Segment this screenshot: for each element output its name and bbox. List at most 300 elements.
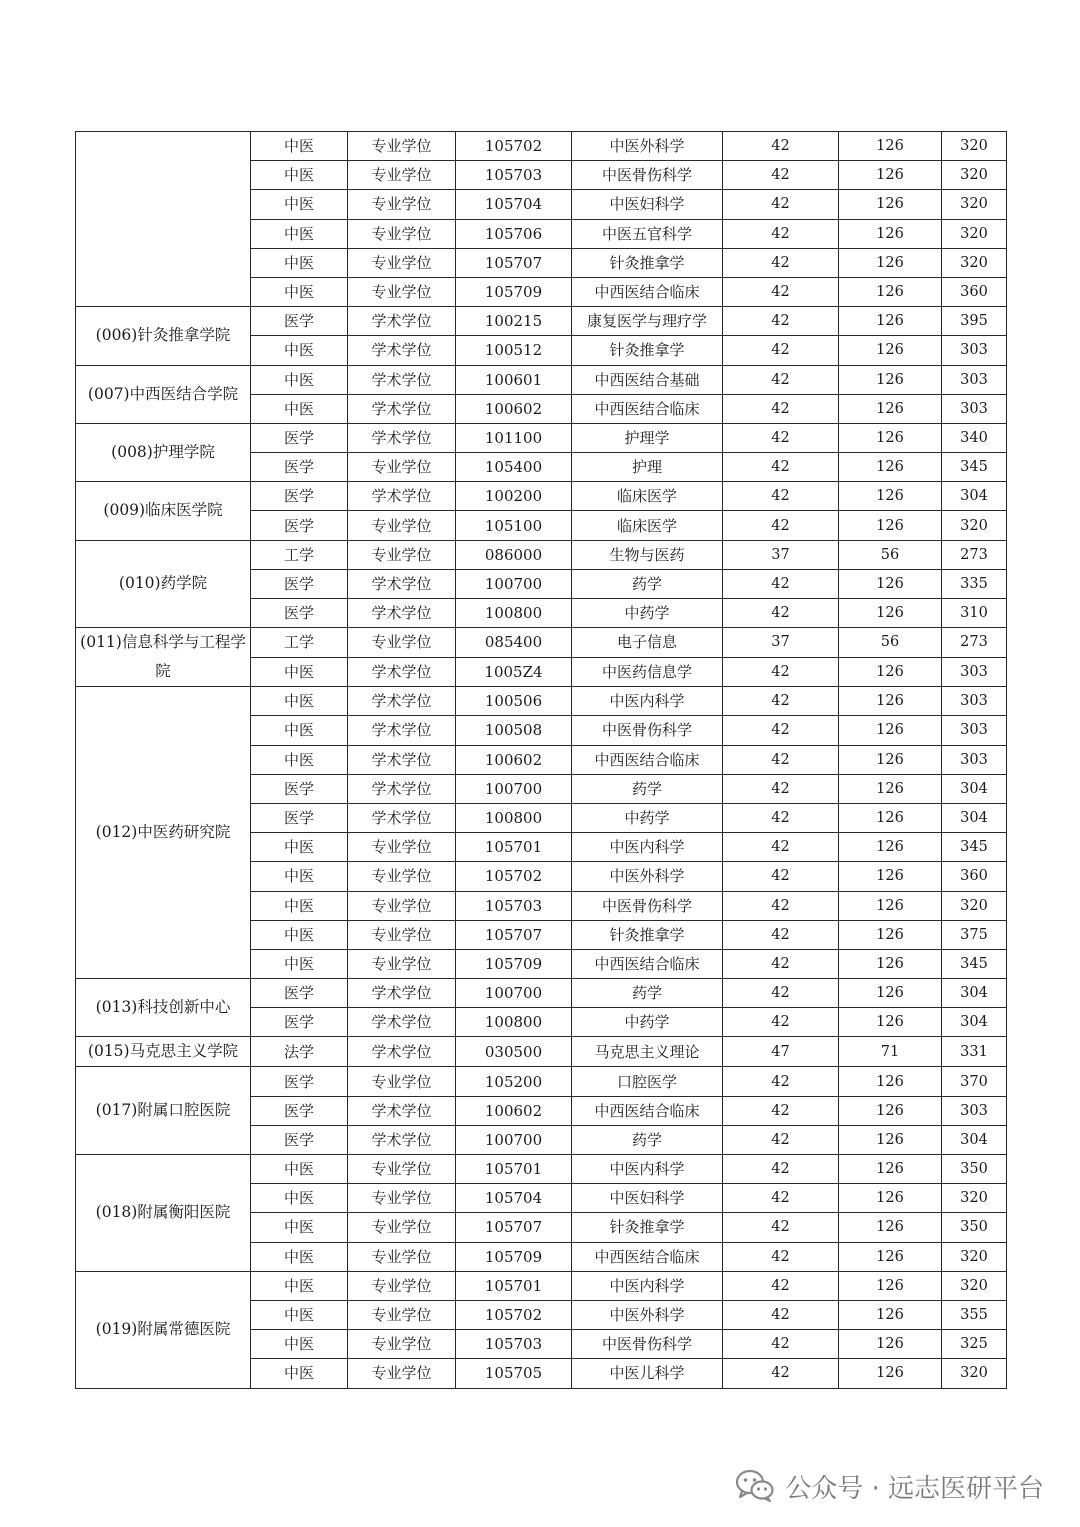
cell-category: 中医 xyxy=(251,161,348,190)
cell-single-subject: 42 xyxy=(723,920,839,949)
cell-single-subject: 42 xyxy=(723,307,839,336)
cell-single-subject: 42 xyxy=(723,1008,839,1037)
table-row xyxy=(76,132,1007,161)
cell-category: 工学 xyxy=(251,540,348,569)
cell-degree-type: 学术学位 xyxy=(348,394,456,423)
cell-total-score: 304 xyxy=(942,803,1007,832)
cell-major-code: 105400 xyxy=(456,453,572,482)
cell-degree-type: 学术学位 xyxy=(348,1096,456,1125)
cell-degree-type: 学术学位 xyxy=(348,687,456,716)
cell-major-code: 100601 xyxy=(456,365,572,394)
wechat-icon xyxy=(735,1469,775,1503)
cell-unit: (009)临床医学院 xyxy=(76,482,251,540)
table-row xyxy=(76,365,1007,394)
cell-degree-type: 学术学位 xyxy=(348,774,456,803)
cell-total-score: 320 xyxy=(942,248,1007,277)
cell-major-name: 中西医结合临床 xyxy=(572,394,723,423)
cell-total-score: 320 xyxy=(942,1359,1007,1388)
cell-major-code: 085400 xyxy=(456,628,572,658)
cell-total-score: 303 xyxy=(942,394,1007,423)
cell-category: 中医 xyxy=(251,920,348,949)
cell-single-subject-high: 126 xyxy=(839,891,942,920)
cell-total-score: 304 xyxy=(942,1008,1007,1037)
table-row xyxy=(76,1067,1007,1096)
cell-major-name: 临床医学 xyxy=(572,511,723,540)
cell-major-name: 药学 xyxy=(572,774,723,803)
cell-single-subject: 37 xyxy=(723,540,839,569)
cell-major-name: 康复医学与理疗学 xyxy=(572,307,723,336)
cell-category: 中医 xyxy=(251,248,348,277)
cell-degree-type: 学术学位 xyxy=(348,423,456,452)
cell-major-code: 105701 xyxy=(456,833,572,862)
cell-major-name: 药学 xyxy=(572,979,723,1008)
cell-major-name: 中药学 xyxy=(572,599,723,628)
cell-single-subject-high: 126 xyxy=(839,190,942,219)
cell-total-score: 320 xyxy=(942,1242,1007,1271)
cell-single-subject: 42 xyxy=(723,1184,839,1213)
cell-single-subject-high: 126 xyxy=(839,687,942,716)
cell-major-name: 中医妇科学 xyxy=(572,190,723,219)
cell-degree-type: 专业学位 xyxy=(348,1271,456,1300)
cell-category: 工学 xyxy=(251,628,348,658)
cell-major-name: 中医外科学 xyxy=(572,1300,723,1329)
cell-major-code: 100700 xyxy=(456,979,572,1008)
cell-degree-type: 专业学位 xyxy=(348,277,456,306)
cell-total-score: 320 xyxy=(942,161,1007,190)
cell-single-subject-high: 126 xyxy=(839,1008,942,1037)
cell-single-subject: 37 xyxy=(723,628,839,658)
cell-major-code: 105703 xyxy=(456,161,572,190)
cell-category: 中医 xyxy=(251,1184,348,1213)
cell-major-code: 105706 xyxy=(456,219,572,248)
cell-degree-type: 专业学位 xyxy=(348,891,456,920)
cell-category: 中医 xyxy=(251,190,348,219)
cell-single-subject: 42 xyxy=(723,482,839,511)
cell-major-name: 马克思主义理论 xyxy=(572,1037,723,1067)
cell-major-name: 中医五官科学 xyxy=(572,219,723,248)
cell-total-score: 320 xyxy=(942,219,1007,248)
cell-single-subject-high: 126 xyxy=(839,599,942,628)
cell-degree-type: 专业学位 xyxy=(348,511,456,540)
cell-major-code: 086000 xyxy=(456,540,572,569)
cell-major-name: 护理 xyxy=(572,453,723,482)
cell-unit: (017)附属口腔医院 xyxy=(76,1067,251,1155)
cell-major-code: 105707 xyxy=(456,248,572,277)
cell-total-score: 303 xyxy=(942,745,1007,774)
cell-single-subject-high: 126 xyxy=(839,219,942,248)
cell-single-subject: 42 xyxy=(723,1359,839,1388)
cell-single-subject-high: 126 xyxy=(839,1300,942,1329)
cell-major-code: 105702 xyxy=(456,132,572,161)
cell-single-subject-high: 126 xyxy=(839,862,942,891)
cell-major-name: 中医外科学 xyxy=(572,862,723,891)
cell-degree-type: 专业学位 xyxy=(348,453,456,482)
cell-major-name: 中医内科学 xyxy=(572,833,723,862)
cell-major-code: 105100 xyxy=(456,511,572,540)
cell-major-code: 105707 xyxy=(456,1213,572,1242)
cell-category: 中医 xyxy=(251,219,348,248)
table-row xyxy=(76,1037,1007,1067)
watermark-text: 公众号 · 远志医研平台 xyxy=(785,1473,1044,1504)
cell-major-name: 中医内科学 xyxy=(572,1271,723,1300)
cell-unit: (006)针灸推拿学院 xyxy=(76,307,251,365)
cell-total-score: 320 xyxy=(942,132,1007,161)
cell-category: 法学 xyxy=(251,1037,348,1067)
cell-category: 医学 xyxy=(251,774,348,803)
cell-major-name: 电子信息 xyxy=(572,628,723,658)
cell-total-score: 350 xyxy=(942,1155,1007,1184)
cell-single-subject: 42 xyxy=(723,979,839,1008)
cell-major-code: 105704 xyxy=(456,1184,572,1213)
cell-major-code: 100800 xyxy=(456,803,572,832)
cell-major-code: 105702 xyxy=(456,862,572,891)
cell-category: 中医 xyxy=(251,365,348,394)
cell-total-score: 303 xyxy=(942,365,1007,394)
cell-category: 医学 xyxy=(251,803,348,832)
cell-major-name: 中医内科学 xyxy=(572,687,723,716)
cell-category: 中医 xyxy=(251,716,348,745)
cell-category: 中医 xyxy=(251,1213,348,1242)
cell-single-subject-high: 126 xyxy=(839,453,942,482)
cell-total-score: 375 xyxy=(942,920,1007,949)
cell-total-score: 395 xyxy=(942,307,1007,336)
cell-major-name: 中医骨伤科学 xyxy=(572,716,723,745)
cell-major-code: 100700 xyxy=(456,1125,572,1154)
cell-major-name: 中西医结合基础 xyxy=(572,365,723,394)
cell-major-code: 105704 xyxy=(456,190,572,219)
cell-total-score: 340 xyxy=(942,423,1007,452)
cell-major-name: 针灸推拿学 xyxy=(572,248,723,277)
cell-total-score: 303 xyxy=(942,687,1007,716)
cell-major-code: 105707 xyxy=(456,920,572,949)
cell-single-subject-high: 126 xyxy=(839,277,942,306)
cell-degree-type: 学术学位 xyxy=(348,657,456,687)
cell-total-score: 355 xyxy=(942,1300,1007,1329)
cell-single-subject-high: 126 xyxy=(839,1125,942,1154)
cell-category: 医学 xyxy=(251,979,348,1008)
cell-total-score: 345 xyxy=(942,833,1007,862)
table-row xyxy=(76,482,1007,511)
cell-major-code: 1005Z4 xyxy=(456,657,572,687)
cell-degree-type: 专业学位 xyxy=(348,1242,456,1271)
cell-single-subject: 42 xyxy=(723,511,839,540)
cell-major-code: 100200 xyxy=(456,482,572,511)
cell-unit: (012)中医药研究院 xyxy=(76,687,251,979)
cell-degree-type: 学术学位 xyxy=(348,716,456,745)
cell-major-name: 中医骨伤科学 xyxy=(572,161,723,190)
cell-total-score: 303 xyxy=(942,657,1007,687)
cell-major-code: 101100 xyxy=(456,423,572,452)
cell-major-name: 药学 xyxy=(572,569,723,598)
cell-major-name: 针灸推拿学 xyxy=(572,1213,723,1242)
cell-single-subject-high: 126 xyxy=(839,1271,942,1300)
cell-single-subject-high: 126 xyxy=(839,336,942,365)
cell-single-subject: 42 xyxy=(723,394,839,423)
cell-category: 医学 xyxy=(251,599,348,628)
cell-degree-type: 学术学位 xyxy=(348,1008,456,1037)
cell-single-subject-high: 126 xyxy=(839,1359,942,1388)
cell-degree-type: 学术学位 xyxy=(348,979,456,1008)
cell-degree-type: 专业学位 xyxy=(348,1067,456,1096)
table-row xyxy=(76,307,1007,336)
cell-single-subject: 42 xyxy=(723,569,839,598)
cell-single-subject-high: 126 xyxy=(839,833,942,862)
cell-single-subject: 42 xyxy=(723,1155,839,1184)
cell-total-score: 320 xyxy=(942,891,1007,920)
cell-single-subject-high: 126 xyxy=(839,307,942,336)
cell-degree-type: 专业学位 xyxy=(348,862,456,891)
cell-single-subject: 42 xyxy=(723,803,839,832)
cell-single-subject-high: 126 xyxy=(839,248,942,277)
table-row xyxy=(76,540,1007,569)
cell-total-score: 304 xyxy=(942,1125,1007,1154)
cell-category: 中医 xyxy=(251,745,348,774)
cell-total-score: 304 xyxy=(942,482,1007,511)
cell-unit: (015)马克思主义学院 xyxy=(76,1037,251,1067)
cell-total-score: 273 xyxy=(942,540,1007,569)
cell-degree-type: 学术学位 xyxy=(348,599,456,628)
cell-total-score: 331 xyxy=(942,1037,1007,1067)
cell-major-code: 100512 xyxy=(456,336,572,365)
cell-degree-type: 学术学位 xyxy=(348,745,456,774)
cell-major-name: 药学 xyxy=(572,1125,723,1154)
cell-major-name: 中西医结合临床 xyxy=(572,277,723,306)
cell-single-subject: 42 xyxy=(723,1067,839,1096)
cell-degree-type: 专业学位 xyxy=(348,1155,456,1184)
score-table xyxy=(75,131,1007,1389)
cell-degree-type: 专业学位 xyxy=(348,1330,456,1359)
cell-degree-type: 专业学位 xyxy=(348,1300,456,1329)
cell-unit: (010)药学院 xyxy=(76,540,251,628)
cell-single-subject-high: 126 xyxy=(839,365,942,394)
cell-degree-type: 专业学位 xyxy=(348,1359,456,1388)
cell-major-code: 100602 xyxy=(456,745,572,774)
cell-single-subject: 42 xyxy=(723,774,839,803)
cell-single-subject: 42 xyxy=(723,1096,839,1125)
cell-single-subject-high: 126 xyxy=(839,774,942,803)
cell-major-name: 中西医结合临床 xyxy=(572,745,723,774)
cell-degree-type: 学术学位 xyxy=(348,307,456,336)
cell-major-code: 105705 xyxy=(456,1359,572,1388)
cell-single-subject-high: 126 xyxy=(839,132,942,161)
cell-single-subject: 42 xyxy=(723,657,839,687)
cell-single-subject: 47 xyxy=(723,1037,839,1067)
cell-major-name: 口腔医学 xyxy=(572,1067,723,1096)
cell-total-score: 335 xyxy=(942,569,1007,598)
table-body xyxy=(76,132,1007,1389)
cell-total-score: 303 xyxy=(942,716,1007,745)
cell-major-code: 105703 xyxy=(456,891,572,920)
cell-category: 中医 xyxy=(251,833,348,862)
cell-total-score: 320 xyxy=(942,1184,1007,1213)
cell-degree-type: 专业学位 xyxy=(348,949,456,978)
cell-total-score: 303 xyxy=(942,336,1007,365)
cell-major-code: 100700 xyxy=(456,774,572,803)
cell-major-name: 中药学 xyxy=(572,803,723,832)
cell-single-subject: 42 xyxy=(723,745,839,774)
cell-major-code: 105709 xyxy=(456,277,572,306)
cell-total-score: 370 xyxy=(942,1067,1007,1096)
cell-degree-type: 学术学位 xyxy=(348,1125,456,1154)
cell-category: 中医 xyxy=(251,1242,348,1271)
cell-category: 医学 xyxy=(251,423,348,452)
cell-major-code: 105702 xyxy=(456,1300,572,1329)
cell-major-code: 105709 xyxy=(456,1242,572,1271)
cell-single-subject-high: 126 xyxy=(839,979,942,1008)
cell-single-subject: 42 xyxy=(723,190,839,219)
cell-category: 中医 xyxy=(251,657,348,687)
cell-category: 中医 xyxy=(251,1359,348,1388)
cell-degree-type: 专业学位 xyxy=(348,219,456,248)
cell-single-subject-high: 71 xyxy=(839,1037,942,1067)
cell-major-code: 100602 xyxy=(456,1096,572,1125)
cell-degree-type: 专业学位 xyxy=(348,1213,456,1242)
cell-degree-type: 学术学位 xyxy=(348,803,456,832)
cell-major-name: 针灸推拿学 xyxy=(572,336,723,365)
cell-major-name: 中医骨伤科学 xyxy=(572,1330,723,1359)
cell-single-subject: 42 xyxy=(723,1271,839,1300)
cell-single-subject: 42 xyxy=(723,716,839,745)
cell-degree-type: 专业学位 xyxy=(348,161,456,190)
cell-major-name: 中西医结合临床 xyxy=(572,1096,723,1125)
cell-category: 中医 xyxy=(251,394,348,423)
table-row xyxy=(76,979,1007,1008)
cell-single-subject-high: 126 xyxy=(839,1213,942,1242)
cell-single-subject-high: 126 xyxy=(839,569,942,598)
cell-single-subject: 42 xyxy=(723,161,839,190)
cell-single-subject: 42 xyxy=(723,1125,839,1154)
cell-single-subject: 42 xyxy=(723,891,839,920)
cell-category: 中医 xyxy=(251,1330,348,1359)
cell-single-subject: 42 xyxy=(723,336,839,365)
cell-category: 中医 xyxy=(251,1271,348,1300)
table-row xyxy=(76,1271,1007,1300)
cell-major-code: 105701 xyxy=(456,1155,572,1184)
cell-single-subject-high: 126 xyxy=(839,745,942,774)
cell-category: 中医 xyxy=(251,1300,348,1329)
cell-major-name: 中药学 xyxy=(572,1008,723,1037)
cell-single-subject: 42 xyxy=(723,1330,839,1359)
cell-category: 中医 xyxy=(251,862,348,891)
cell-category: 医学 xyxy=(251,1067,348,1096)
cell-unit: (013)科技创新中心 xyxy=(76,979,251,1037)
cell-degree-type: 学术学位 xyxy=(348,1037,456,1067)
cell-single-subject: 42 xyxy=(723,365,839,394)
cell-major-name: 生物与医药 xyxy=(572,540,723,569)
cell-single-subject: 42 xyxy=(723,277,839,306)
cell-degree-type: 学术学位 xyxy=(348,365,456,394)
cell-major-name: 中医药信息学 xyxy=(572,657,723,687)
cell-category: 医学 xyxy=(251,482,348,511)
cell-single-subject: 42 xyxy=(723,687,839,716)
cell-single-subject: 42 xyxy=(723,1213,839,1242)
cell-unit: (019)附属常德医院 xyxy=(76,1271,251,1388)
cell-single-subject-high: 126 xyxy=(839,949,942,978)
cell-single-subject: 42 xyxy=(723,949,839,978)
cell-unit: (008)护理学院 xyxy=(76,423,251,481)
cell-single-subject: 42 xyxy=(723,599,839,628)
cell-total-score: 304 xyxy=(942,774,1007,803)
cell-major-name: 护理学 xyxy=(572,423,723,452)
cell-degree-type: 学术学位 xyxy=(348,482,456,511)
cell-major-code: 105709 xyxy=(456,949,572,978)
cell-unit: (007)中西医结合学院 xyxy=(76,365,251,423)
cell-total-score: 345 xyxy=(942,453,1007,482)
cell-total-score: 303 xyxy=(942,1096,1007,1125)
cell-category: 医学 xyxy=(251,1096,348,1125)
table-row xyxy=(76,1155,1007,1184)
cell-category: 医学 xyxy=(251,307,348,336)
cell-total-score: 304 xyxy=(942,979,1007,1008)
cell-unit: (011)信息科学与工程学院 xyxy=(76,628,251,687)
cell-unit xyxy=(76,132,251,307)
cell-category: 医学 xyxy=(251,1125,348,1154)
cell-single-subject: 42 xyxy=(723,833,839,862)
cell-category: 中医 xyxy=(251,336,348,365)
cell-major-name: 中医内科学 xyxy=(572,1155,723,1184)
cell-single-subject-high: 126 xyxy=(839,920,942,949)
cell-single-subject-high: 126 xyxy=(839,1096,942,1125)
cell-major-name: 中西医结合临床 xyxy=(572,949,723,978)
cell-single-subject: 42 xyxy=(723,423,839,452)
cell-single-subject: 42 xyxy=(723,1242,839,1271)
cell-major-name: 临床医学 xyxy=(572,482,723,511)
cell-major-code: 105200 xyxy=(456,1067,572,1096)
cell-major-code: 100215 xyxy=(456,307,572,336)
cell-category: 医学 xyxy=(251,511,348,540)
cell-single-subject-high: 126 xyxy=(839,1242,942,1271)
cell-degree-type: 专业学位 xyxy=(348,628,456,658)
cell-category: 医学 xyxy=(251,453,348,482)
cell-single-subject: 42 xyxy=(723,248,839,277)
cell-single-subject-high: 56 xyxy=(839,628,942,658)
cell-major-code: 100800 xyxy=(456,1008,572,1037)
cell-single-subject-high: 126 xyxy=(839,716,942,745)
cell-total-score: 310 xyxy=(942,599,1007,628)
cell-major-code: 105701 xyxy=(456,1271,572,1300)
cell-category: 中医 xyxy=(251,277,348,306)
cell-category: 医学 xyxy=(251,1008,348,1037)
cell-single-subject-high: 126 xyxy=(839,1067,942,1096)
cell-single-subject-high: 126 xyxy=(839,803,942,832)
cell-category: 医学 xyxy=(251,569,348,598)
cell-single-subject-high: 126 xyxy=(839,1330,942,1359)
cell-major-code: 105703 xyxy=(456,1330,572,1359)
cell-single-subject-high: 126 xyxy=(839,482,942,511)
cell-total-score: 320 xyxy=(942,1271,1007,1300)
cell-single-subject-high: 126 xyxy=(839,1184,942,1213)
cell-single-subject: 42 xyxy=(723,862,839,891)
cell-degree-type: 专业学位 xyxy=(348,540,456,569)
cell-degree-type: 专业学位 xyxy=(348,1184,456,1213)
cell-degree-type: 专业学位 xyxy=(348,248,456,277)
cell-single-subject: 42 xyxy=(723,132,839,161)
cell-major-name: 中医妇科学 xyxy=(572,1184,723,1213)
cell-major-name: 中医骨伤科学 xyxy=(572,891,723,920)
cell-total-score: 320 xyxy=(942,511,1007,540)
cell-major-code: 100700 xyxy=(456,569,572,598)
cell-category: 中医 xyxy=(251,891,348,920)
cell-single-subject-high: 126 xyxy=(839,511,942,540)
cell-total-score: 273 xyxy=(942,628,1007,658)
table-row xyxy=(76,628,1007,658)
cell-single-subject: 42 xyxy=(723,453,839,482)
cell-category: 中医 xyxy=(251,949,348,978)
cell-major-code: 100506 xyxy=(456,687,572,716)
cell-single-subject-high: 126 xyxy=(839,161,942,190)
cell-total-score: 350 xyxy=(942,1213,1007,1242)
table-row xyxy=(76,423,1007,452)
